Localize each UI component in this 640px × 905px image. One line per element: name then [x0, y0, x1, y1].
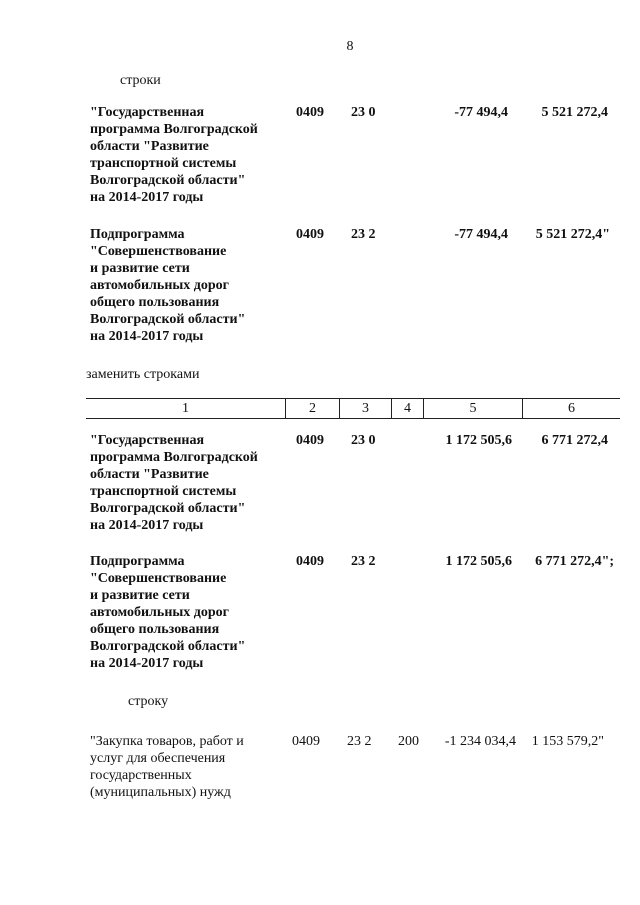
old-row-2-code: 0409 [296, 227, 324, 242]
header-col-4: 4 [404, 401, 411, 416]
header-top-rule [86, 398, 620, 399]
label-stroki: строки [120, 73, 161, 88]
old-row-1-change: -77 494,4 [454, 105, 508, 120]
old-row-1-program: 23 0 [351, 105, 376, 120]
last-row-total: 1 153 579,2" [531, 734, 604, 749]
header-col-5: 5 [469, 401, 477, 416]
old-row-2-total: 5 521 272,4" [535, 227, 610, 242]
header-col-6: 6 [568, 401, 575, 416]
label-replace: заменить строками [86, 367, 200, 382]
last-row-program: 23 2 [347, 734, 372, 749]
old-row-2-program: 23 2 [351, 227, 376, 242]
header-bottom-rule [86, 418, 620, 419]
header-col-1: 1 [182, 401, 189, 416]
last-row-expense-type: 200 [398, 734, 419, 749]
new-row-2-name: Подпрограмма "Совершенствование и развитие сети автомобильных дорог общего пользования Волгоградской области" на 2014-2017 годы [90, 554, 246, 671]
old-row-1-total: 5 521 272,4 [541, 105, 608, 120]
header-col-3: 3 [362, 401, 369, 416]
new-row-2-code: 0409 [296, 554, 324, 569]
new-row-2-change: 1 172 505,6 [445, 554, 512, 569]
new-row-1-program: 23 0 [351, 433, 376, 448]
label-stroku: строку [128, 694, 169, 709]
new-row-2-program: 23 2 [351, 554, 376, 569]
old-row-1-name: "Государственная программа Волгоградской области "Развитие транспортной системы Волгоградской области" на 2014-2017 годы [90, 105, 258, 205]
new-row-2-total: 6 771 272,4"; [535, 554, 614, 569]
old-row-1-code: 0409 [296, 105, 324, 120]
last-row-code: 0409 [292, 734, 320, 749]
header-col-2: 2 [309, 401, 316, 416]
new-row-1-name: "Государственная программа Волгоградской области "Развитие транспортной системы Волгоградской области" на 2014-2017 годы [90, 433, 258, 533]
new-row-1-total: 6 771 272,4 [541, 433, 608, 448]
new-row-1-code: 0409 [296, 433, 324, 448]
last-row-change: -1 234 034,4 [444, 734, 516, 749]
last-row-name: "Закупка товаров, работ и услуг для обеспечения государственных (муниципальных) нужд [90, 734, 244, 800]
page-number: 8 [346, 39, 354, 54]
new-row-1-change: 1 172 505,6 [445, 433, 512, 448]
old-row-2-name: Подпрограмма "Совершенствование и развитие сети автомобильных дорог общего пользования Волгоградской области" на 2014-2017 годы [90, 227, 246, 344]
old-row-2-change: -77 494,4 [454, 227, 508, 242]
